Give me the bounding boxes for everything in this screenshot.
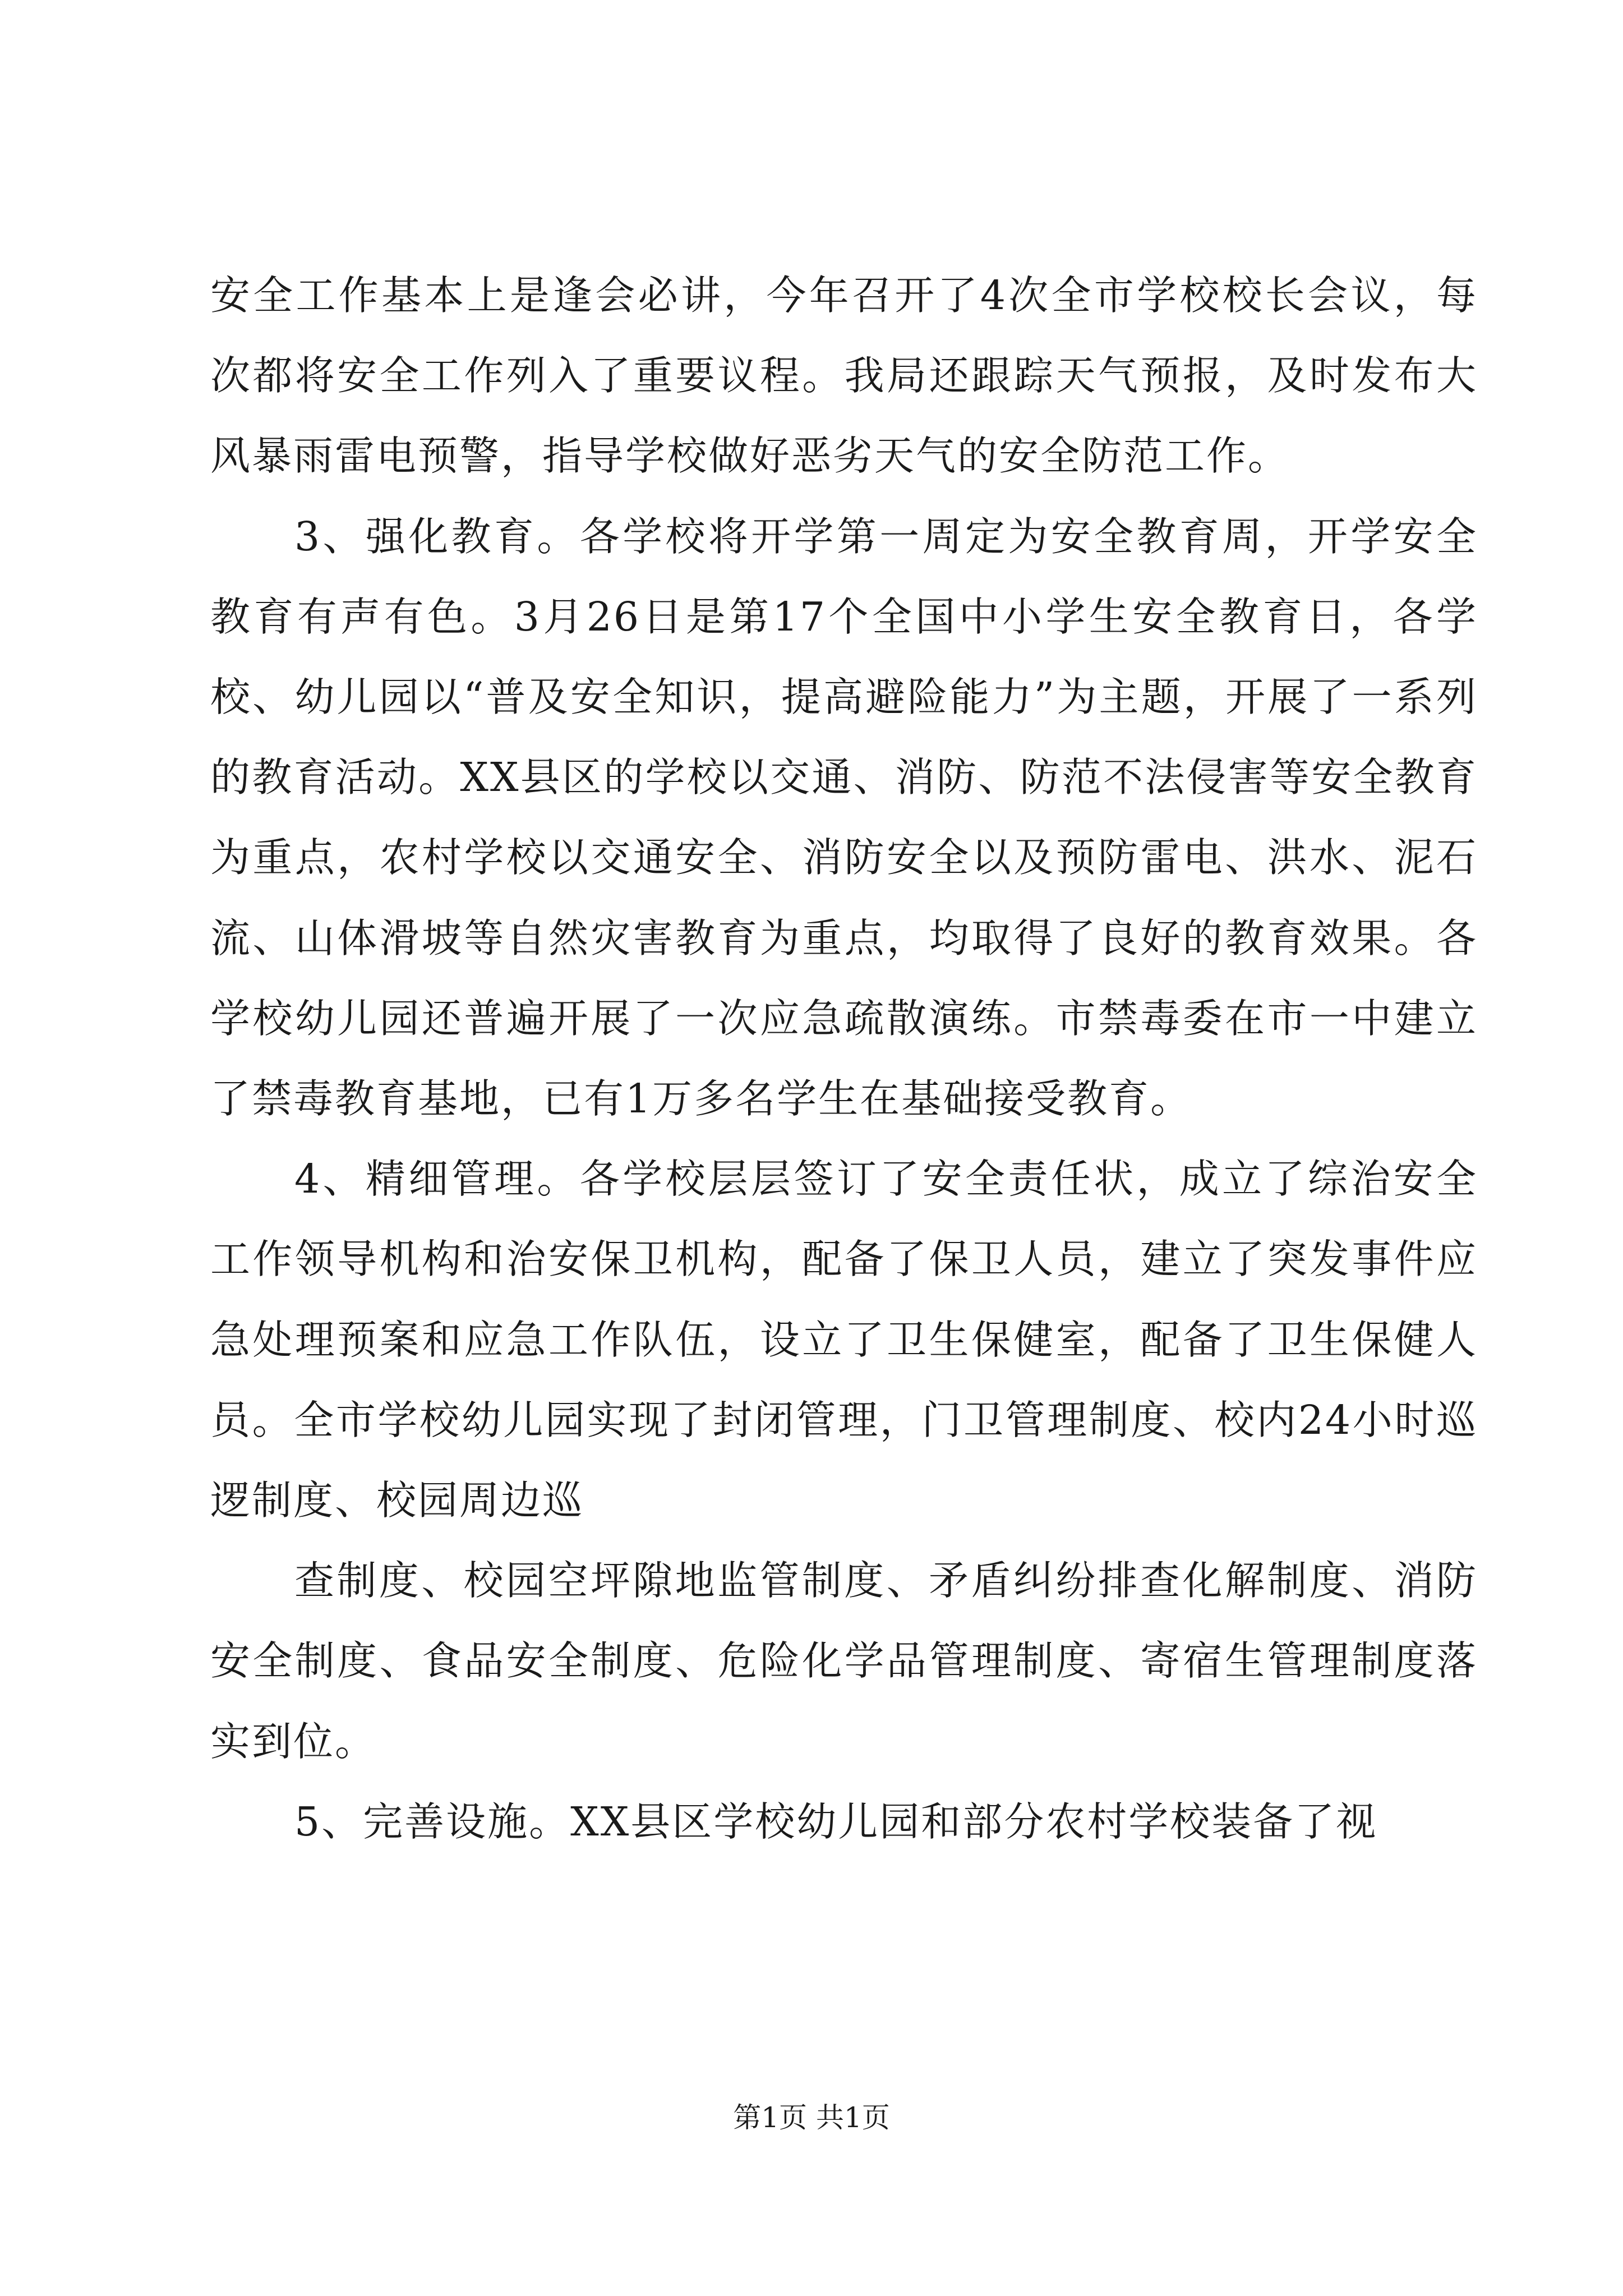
paragraph-3: 4、精细管理。各学校层层签订了安全责任状，成立了综治安全工作领导机构和治安保卫机构，配备了保卫人员，建立了突发事件应急处理预案和应急工作队伍，设立了卫生保健室，配备了卫生保健人员。全市学校幼儿园实现了封闭管理，门卫管理制度、校内24小时巡逻制度、校园周边巡 xyxy=(210,1156,1478,1524)
paragraph-5: 5、完善设施。XX县区学校幼儿园和部分农村学校装备了视 xyxy=(294,1798,1378,1845)
paragraph-2: 3、强化教育。各学校将开学第一周定为安全教育周，开学安全教育有声有色。3月26日是第17个全国中小学生安全教育日，各学校、幼儿园以“普及安全知识，提高避险能力”为主题，开展了一系列的教育活动。XX县区的学校以交通、消防、防范不法侵害等安全教育为重点，农村学校以交通安全、消防安全以及预防雷电、洪水、泥石流、山体滑坡等自然灾害教育为重点，均取得了良好的教育效果。各学校幼儿园还普遍开展了一次应急疏散演练。市禁毒委在市一中建立了禁毒教育基地，已有1万多名学生在基础接受教育。 xyxy=(210,513,1478,1122)
page-footer: 第1页 共1页 xyxy=(733,2101,890,2134)
paragraph-4: 查制度、校园空坪隙地监管制度、矛盾纠纷排查化解制度、消防安全制度、食品安全制度、危险化学品管理制度、寄宿生管理制度落实到位。 xyxy=(210,1557,1478,1765)
paragraph-1: 安全工作基本上是逢会必讲，今年召开了4次全市学校校长会议，每次都将安全工作列入了重要议程。我局还跟踪天气预报，及时发布大风暴雨雷电预警，指导学校做好恶劣天气的安全防范工作。 xyxy=(210,272,1478,480)
document-body xyxy=(210,255,1478,1862)
